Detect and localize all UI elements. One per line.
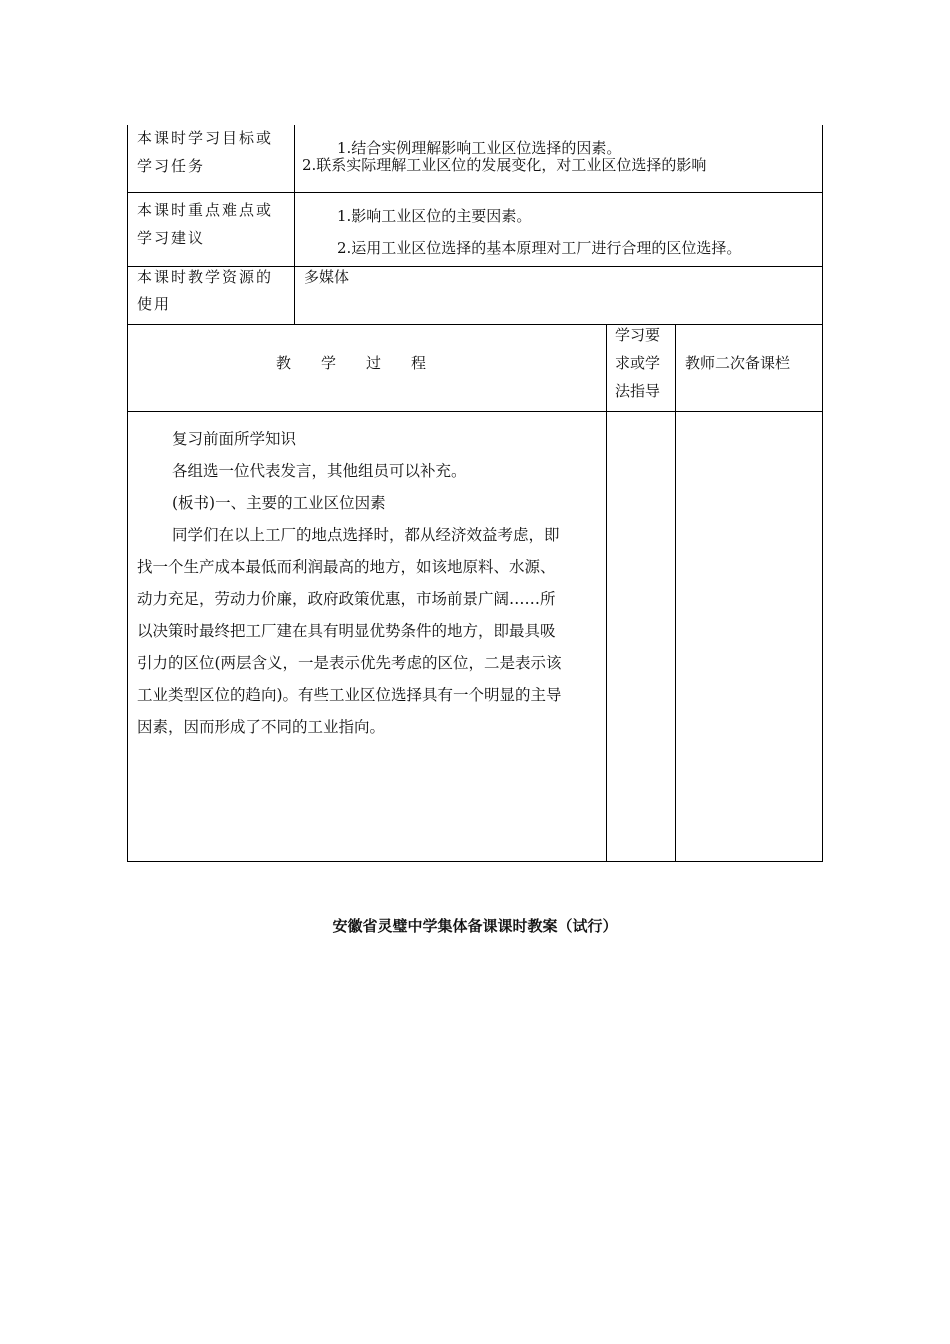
keypoints-label-line1: 本课时重点难点或: [137, 201, 274, 219]
process-line-8: 引力的区位(两层含义，一是表示优先考虑的区位，二是表示该: [137, 654, 562, 672]
table-border-right: [822, 125, 823, 862]
process-line-3: (板书)一、主要的工业区位因素: [172, 494, 386, 512]
guidance-header-line3: 法指导: [615, 382, 661, 400]
guidance-header-line1: 学习要: [615, 326, 661, 344]
row-divider-3: [127, 324, 823, 325]
process-line-10: 因素，因而形成了不同的工业指向。: [137, 718, 386, 736]
resources-label-line2: 使用: [137, 295, 172, 313]
goals-item-1: 1.结合实例理解影响工业区位选择的因素。: [337, 139, 622, 157]
guidance-header-line2: 求或学: [615, 354, 661, 372]
keypoints-label-line2: 学习建议: [137, 229, 206, 247]
goals-label-line2: 学习任务: [137, 157, 206, 175]
process-line-5: 找一个生产成本最低而利润最高的地方，如该地原料、水源、: [137, 558, 556, 576]
keypoints-item-2: 2.运用工业区位选择的基本原理对工厂进行合理的区位选择。: [337, 239, 742, 257]
process-line-7: 以决策时最终把工厂建在具有明显优势条件的地方，即最具吸: [137, 622, 556, 640]
process-line-9: 工业类型区位的趋向)。有些工业区位选择具有一个明显的主导: [137, 686, 562, 704]
row-divider-4: [127, 411, 823, 412]
process-line-2: 各组选一位代表发言，其他组员可以补充。: [172, 462, 467, 480]
process-line-6: 动力充足，劳动力价廉，政府政策优惠，市场前景广阔……所: [137, 590, 556, 608]
resources-value: 多媒体: [304, 268, 350, 286]
goals-label-line1: 本课时学习目标或: [137, 129, 274, 147]
resources-label-line1: 本课时教学资源的: [137, 268, 274, 286]
page-title: 安徽省灵璧中学集体备课课时教案（试行）: [332, 917, 618, 935]
teacher-notes-header: 教师二次备课栏: [685, 354, 791, 372]
row-divider-1: [127, 192, 823, 193]
process-line-4: 同学们在以上工厂的地点选择时，都从经济效益考虑，即: [172, 526, 560, 544]
table-border-bottom: [127, 861, 823, 862]
guidance-column-divider: [675, 324, 676, 862]
process-column-divider: [606, 324, 607, 862]
process-line-1: 复习前面所学知识: [172, 430, 297, 448]
process-header: 教 学 过 程: [276, 354, 427, 372]
goals-item-2: 2.联系实际理解工业区位的发展变化，对工业区位选择的影响: [302, 156, 707, 174]
table-border-left: [127, 125, 128, 862]
keypoints-item-1: 1.影响工业区位的主要因素。: [337, 207, 532, 225]
label-column-divider: [294, 125, 295, 325]
